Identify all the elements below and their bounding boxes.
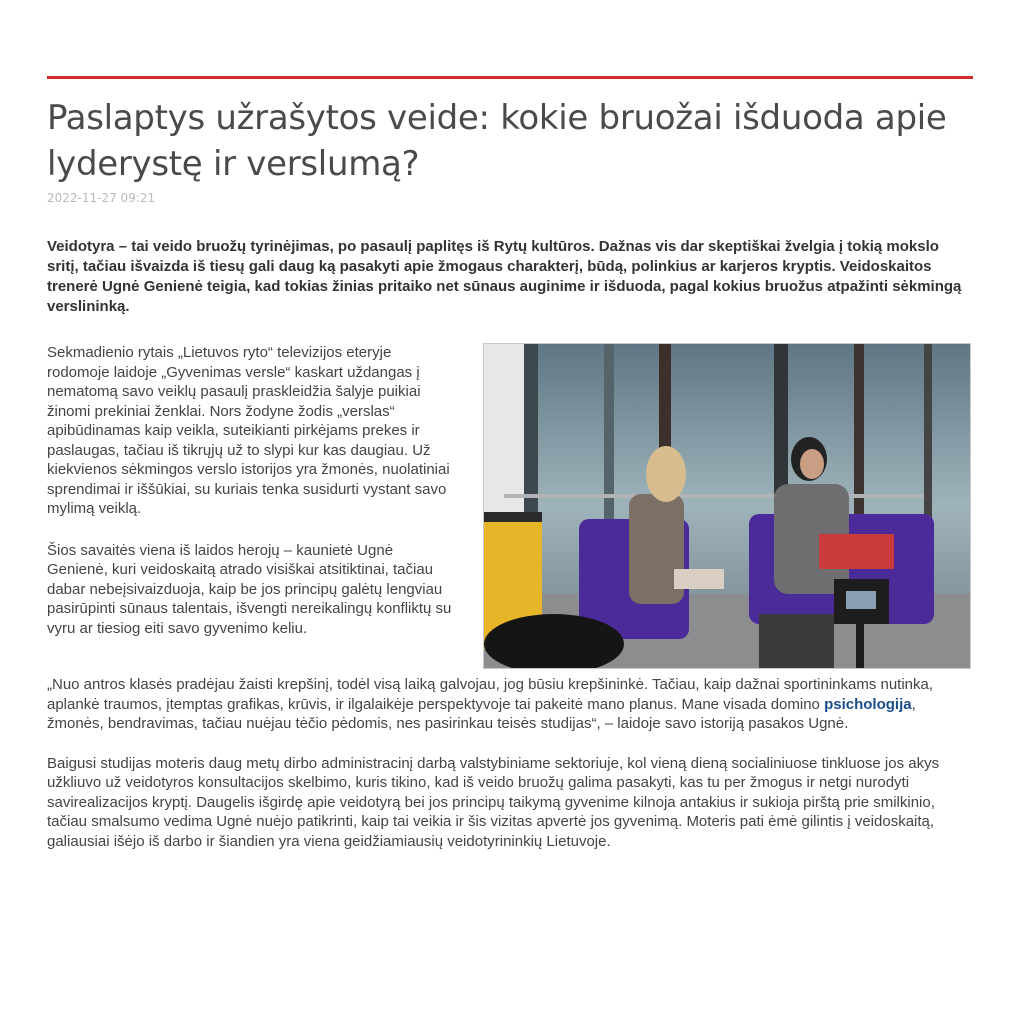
paragraph: Baigusi studijas moteris daug metų dirbo administracinį darbą valstybiniame sektoriuje, kol vieną dieną socialiniuose tinkluose jos akys užkliuvo už veidotyros konsultacijos skelbimo, kuris tikino, kad iš veido bruožų galima pasakyti, kas tu per žmogus ir netgi nurodyti savirealizacijos kryptį. Daugelis išgirdę apie veidotyrą bei jos principų taikymą gyvenime kilnoja antakius ir sukioja pirštą prie smilkinio, tačiau smalsumo vedima Ugnė nuėjo patikrinti, kaip tai veikia ir šis vizitas apvertė jos gyvenimą. Moteris pati ėmė gilintis į veidoskaitą, galiausiai išėjo iš darbo ir šiandien yra viena geidžiamiausių veidotyrininkių Lietuvoje. (47, 754, 940, 850)
intro-section (47, 343, 973, 669)
quote-paragraph (47, 675, 973, 734)
psichologija-link[interactable]: psichologija (824, 695, 912, 713)
article-lead: Veidotyra – tai veido bruožų tyrinėjimas, po pasaulį paplitęs iš Rytų kultūros. Dažnas vis dar skeptiškai žvelgia į tokią mokslo sritį, tačiau išvaizda iš tiesų gali daug ką pasakyti apie žmogaus charakterį, būdą, polinkius ar karjeros kryptis. Veidoskaitos trenerė Ugnė Genienė teigia, kad tokias žinias pritaiko net sūnaus auginime ir išduoda, pagal kokius bruožus atpažinti sėkmingą verslininką. (47, 238, 962, 315)
article-body (47, 675, 973, 851)
paragraph: Šios savaitės viena iš laidos herojų – kaunietė Ugnė Genienė, kuri veidoskaitą atrado visiškai atsitiktinai, tačiau dabar nebeįsivaizduoja, kaip be jos principų galėtų lengviau pasirūpinti sūnaus talentais, išvengti nereikalingų konfliktų su vyru ar tiesiog eiti savo gyvenimo keliu. (47, 541, 452, 637)
quote-text-after: , žmonės, bendravimas, tačiau nuėjau tėčio pėdomis, nes pasirinkau teisės studijas“, – laidoje savo istoriją pasakos Ugnė. (47, 695, 916, 732)
paragraph: Sekmadienio rytais „Lietuvos ryto“ televizijos eteryje rodomoje laidoje „Gyvenimas versle“ kaskart uždangas į nematomą savo veiklų pasaulį praskleidžia šalyje puikiai žinomi prekiniai ženklai. Nors žodyne žodis „verslas“ apibūdinamas kaip veikla, suteikianti pirkėjams prekes ir paslaugas, tačiau iš tikrųjų už to slypi kur kas daugiau. Už kiekvienos sėkmingos verslo istorijos yra žmonės, nuolatiniai sprendimai ir iššūkiai, su kuriais tenka susidurti vystant savo mylimą veiklą. (47, 344, 450, 517)
article-photo[interactable] (483, 343, 971, 669)
publish-date: 2022-11-27 09:21 (47, 191, 156, 205)
interview-photo-illustration (484, 344, 970, 668)
quote-text-before: „Nuo antros klasės pradėjau žaisti krepšinį, todėl visą laiką galvojau, jog būsiu krepšininkė. Tačiau, kaip dažnai sportininkams nutinka, aplankė traumos, įtemptas grafikas, krūvis, ir ilgalaikėje perspektyvoje tai pakeitė mano planus. Mane visada domino (47, 676, 934, 713)
intro-text (47, 343, 457, 669)
article (47, 76, 973, 871)
header-rule (47, 76, 973, 79)
article-title: Paslaptys užrašytos veide: kokie bruožai išduoda apie lyderystę ir verslumą? (47, 98, 947, 184)
